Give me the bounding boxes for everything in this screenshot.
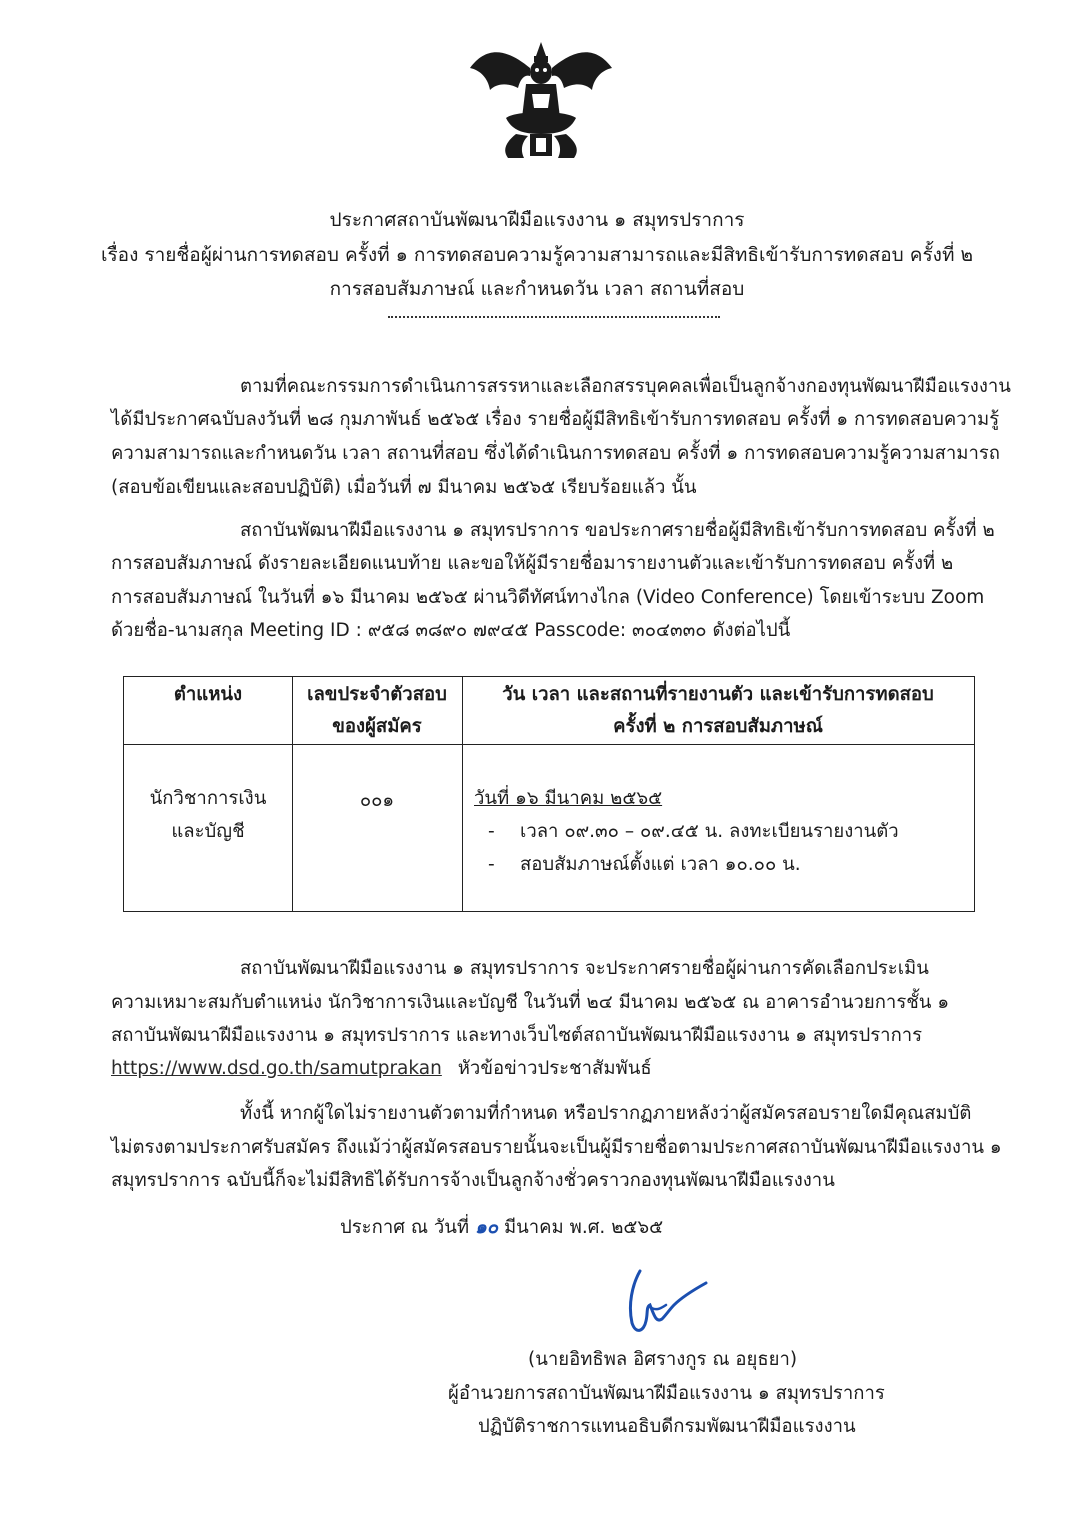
header-schedule-cont: ครั้งที่ ๒ การสอบสัมภาษณ์	[613, 716, 823, 737]
cell-interview-time: สอบสัมภาษณ์ตั้งแต่ เวลา ๑๐.๐๐ น.	[520, 854, 801, 875]
table-header-divider	[124, 744, 974, 745]
cell-position-cont: และบัญชี	[171, 821, 245, 842]
paragraph-1-line-4: (สอบข้อเขียนและสอบปฏิบัติ) เมื่อวันที่ ๗ มีนาคม ๒๕๖๕ เรียบร้อยแล้ว นั้น	[111, 477, 697, 498]
garuda-emblem-icon	[466, 38, 616, 164]
news-section-label: หัวข้อข่าวประชาสัมพันธ์	[457, 1058, 652, 1079]
paragraph-3-line-1: สถาบันพัฒนาฝีมือแรงงาน ๑ สมุทรปราการ จะประกาศรายชื่อผู้ผ่านการคัดเลือกประเมิน	[240, 958, 929, 979]
header-schedule: วัน เวลา และสถานที่รายงานตัว และเข้ารับการทดสอบ	[502, 684, 934, 705]
signer-title: ผู้อำนวยการสถาบันพัฒนาฝีมือแรงงาน ๑ สมุทรปราการ	[448, 1383, 885, 1404]
bullet: -	[488, 854, 495, 875]
header-applicant-id-cont: ของผู้สมัคร	[332, 716, 422, 737]
signer-acting-title: ปฏิบัติราชการแทนอธิบดีกรมพัฒนาฝีมือแรงงาน	[478, 1416, 856, 1437]
paragraph-2-line-4: ด้วยชื่อ-นามสกุล Meeting ID : ๙๕๘ ๓๘๙๐ ๗๙๔๕ Passcode: ๓๐๔๓๓๐ ดังต่อไปนี้	[111, 620, 791, 641]
cell-interview-date: วันที่ ๑๖ มีนาคม ๒๕๖๕	[474, 788, 663, 809]
date-prefix: ประกาศ ณ วันที่	[340, 1217, 470, 1238]
website-link[interactable]: https://www.dsd.go.th/samutprakan	[111, 1058, 442, 1079]
announcement-subject: เรื่อง รายชื่อผู้ผ่านการทดสอบ ครั้งที่ ๑ การทดสอบความรู้ความสามารถและมีสิทธิเข้ารับการทดสอบ ครั้งที่ ๒	[100, 244, 974, 266]
paragraph-1-line-1: ตามที่คณะกรรมการดำเนินการสรรหาและเลือกสรรบุคคลเพื่อเป็นลูกจ้างกองทุนพัฒนาฝีมือแรงงาน	[240, 376, 1011, 397]
paragraph-4-line-1: ทั้งนี้ หากผู้ใดไม่รายงานตัวตามที่กำหนด หรือปรากฏภายหลังว่าผู้สมัครสอบรายใดมีคุณสมบัติ	[240, 1103, 972, 1124]
announcement-date	[340, 1213, 663, 1242]
paragraph-2-line-2: การสอบสัมภาษณ์ ดังรายละเอียดแนบท้าย และขอให้ผู้มีรายชื่อมารายงานตัวและเข้ารับการทดสอบ ครั้งที่ ๒	[111, 553, 954, 574]
cell-applicant-id: ๐๐๑	[359, 790, 395, 811]
paragraph-3-line-2: ความเหมาะสมกับตำแหน่ง นักวิชาการเงินและบัญชี ในวันที่ ๒๔ มีนาคม ๒๕๖๕ ณ อาคารอำนวยการชั้น ๑	[111, 992, 950, 1013]
paragraph-4-line-3: สมุทรปราการ ฉบับนี้ก็จะไม่มีสิทธิได้รับการจ้างเป็นลูกจ้างชั่วคราวกองทุนพัฒนาฝีมือแรงงาน	[111, 1170, 835, 1191]
signer-name: (นายอิทธิพล อิศรางกูร ณ อยุธยา)	[528, 1349, 798, 1370]
paragraph-3-line-4	[111, 1054, 652, 1083]
paragraph-3-line-3: สถาบันพัฒนาฝีมือแรงงาน ๑ สมุทรปราการ และทางเว็บไซต์สถาบันพัฒนาฝีมือแรงงาน ๑ สมุทรปราการ	[111, 1025, 923, 1046]
paragraph-4-line-2: ไม่ตรงตามประกาศรับสมัคร ถึงแม้ว่าผู้สมัครสอบรายนั้นจะเป็นผู้มีรายชื่อตามประกาศสถาบันพัฒนาฝีมือแรงงาน ๑	[111, 1137, 1002, 1158]
bullet: -	[488, 821, 495, 842]
separator	[388, 316, 720, 318]
announcement-subject-cont: การสอบสัมภาษณ์ และกำหนดวัน เวลา สถานที่สอบ	[329, 278, 745, 300]
paragraph-1-line-2: ได้มีประกาศฉบับลงวันที่ ๒๘ กุมภาพันธ์ ๒๕๖๕ เรื่อง รายชื่อผู้มีสิทธิเข้ารับการทดสอบ ครั้งที่ ๑ การทดสอบความรู้	[111, 409, 1000, 430]
announcement-issuer: ประกาศสถาบันพัฒนาฝีมือแรงงาน ๑ สมุทรปราการ	[329, 209, 745, 231]
header-position: ตำแหน่ง	[173, 684, 243, 705]
paragraph-2-line-3: การสอบสัมภาษณ์ ในวันที่ ๑๖ มีนาคม ๒๕๖๕ ผ่านวิดีทัศน์ทางไกล (Video Conference) โดยเข้าระบบ Zoom	[111, 587, 985, 608]
date-suffix: มีนาคม พ.ศ. ๒๕๖๕	[503, 1217, 664, 1238]
cell-position: นักวิชาการเงิน	[149, 788, 267, 809]
header-applicant-id: เลขประจำตัวสอบ	[307, 684, 447, 705]
paragraph-1-line-3: ความสามารถและกำหนดวัน เวลา สถานที่สอบ ซึ่งได้ดำเนินการทดสอบ ครั้งที่ ๑ การทดสอบความรู้ความสามารถ	[111, 443, 1001, 464]
schedule-table	[123, 676, 975, 912]
paragraph-2-line-1: สถาบันพัฒนาฝีมือแรงงาน ๑ สมุทรปราการ ขอประกาศรายชื่อผู้มีสิทธิเข้ารับการทดสอบ ครั้งที่ ๒	[240, 520, 995, 541]
cell-registration-time: เวลา ๐๙.๓๐ – ๐๙.๔๕ น. ลงทะเบียนรายงานตัว	[520, 821, 899, 842]
handwritten-day: ๑๐	[475, 1217, 499, 1238]
